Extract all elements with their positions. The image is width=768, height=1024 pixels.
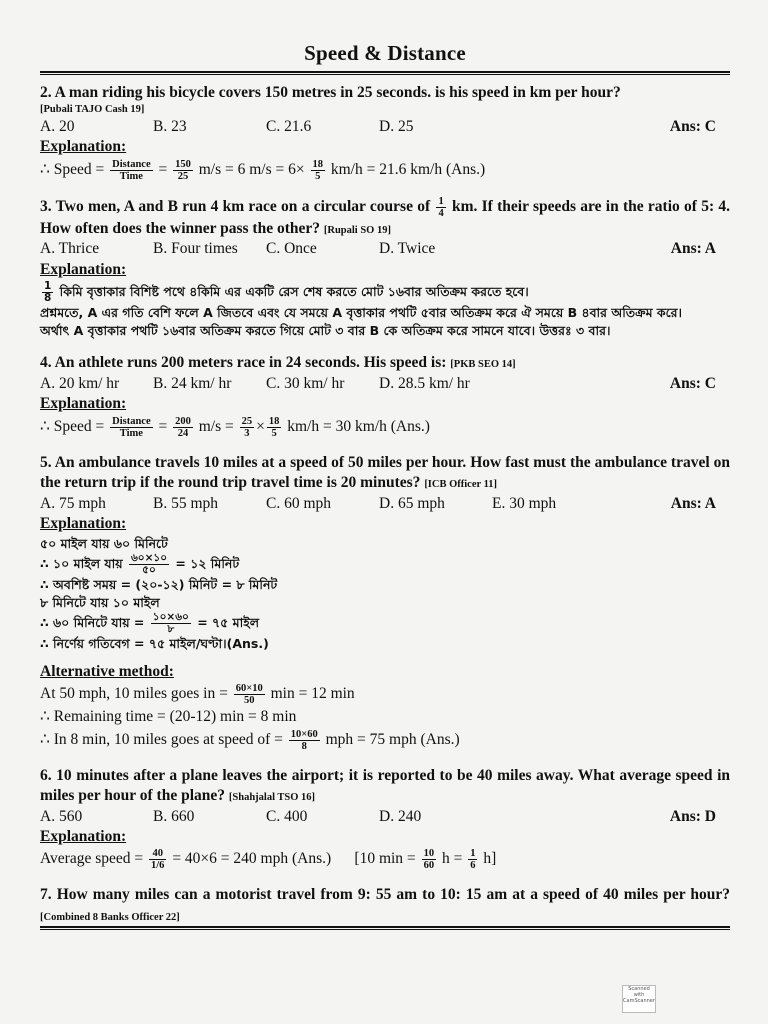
- option-a: A. Thrice: [40, 240, 100, 258]
- explanation-label: Explanation:: [40, 138, 127, 156]
- bangla-line: অর্থাৎ A বৃত্তাকার পথটি ১৬বার অতিক্রম করতে গিয়ে মোট ৩ বার B কে অতিক্রম করে সামনে যাবে। উত্তরঃ ৩ বার।: [40, 322, 611, 338]
- question-text: 2. A man riding his bicycle covers 150 metres in 25 seconds. is his speed in km per hour?: [40, 83, 621, 101]
- page-title: Speed & Distance: [304, 41, 466, 65]
- question-source: [Rupali SO 19]: [323, 225, 391, 236]
- question-text: 6. 10 minutes after a plane leaves the airport; it is reported to be 40 miles away. What average speed in miles per hour of the plane? [Shahjalal TSO 16]: [40, 766, 730, 805]
- question-text: 3. Two men, A and B run 4 km race on a circular course of $\frac{1}{4}$ km. If their speeds are in the ratio of 5: 4. How often does the winner pass the other? [Rupali SO 19]: [40, 195, 731, 237]
- question-source: [Pubali TAJO Cash 19]: [40, 104, 145, 116]
- title-divider: [40, 71, 730, 75]
- options-row: [40, 494, 730, 514]
- fraction: $\frac{18}{5}$: [312, 158, 323, 182]
- question-4: [40, 353, 730, 438]
- option-a: A. 560: [40, 807, 83, 825]
- options-row: [40, 807, 730, 827]
- bangla-line: ∴ নির্ণেয় গতিবেগ = ৭৫ মাইল/ঘণ্টা।(Ans.): [40, 636, 269, 652]
- explanation-label: Explanation:: [40, 515, 127, 533]
- question-source: [PKB SEO 14]: [450, 359, 516, 371]
- option-c: C. 21.6: [266, 118, 312, 136]
- question-source: [Shahjalal TSO 16]: [228, 792, 316, 804]
- fraction: $\frac{1}{6}$: [470, 848, 476, 872]
- explanation-line: ∴ Speed = $\frac{\text{Distance}}{\text{Time}}$ = $\frac{150}{25}$ m/s = 6 m/s = 6× $\frac{18}{5}$ km/h = 21.6 km/h (Ans.): [40, 158, 486, 182]
- fraction: $\frac{10\times 60}{8}$: [290, 728, 318, 752]
- answer: Ans: A: [670, 240, 716, 258]
- options-row: [40, 374, 730, 394]
- options-row: [40, 117, 730, 137]
- scanner-stamp: Scanned with CamScanner: [622, 985, 656, 1013]
- bottom-divider: [40, 926, 730, 930]
- explanation-line: Average speed = $\frac{40}{1/6}$ = 40×6 = 240 mph (Ans.) [10 min = $\frac{10}{60}$ h = $\frac{1}{6}$ h]: [40, 848, 497, 872]
- fraction: $\frac{18}{5}$: [268, 415, 280, 439]
- option-d: D. Twice: [379, 240, 436, 258]
- fraction: $\frac{60\times 10}{50}$: [235, 683, 263, 707]
- option-b: B. 660: [153, 807, 195, 825]
- option-b: B. 55 mph: [153, 494, 219, 512]
- bangla-line: $\frac{1}{8}$ কিমি বৃত্তাকার বিশিষ্ট পথে ৪কিমি এর একটি রেস শেষ করতে মোট ১৬বার অতিক্রম করতে হবে।: [44, 280, 529, 305]
- explanation-label: Explanation:: [40, 395, 127, 413]
- fraction: $\frac{1}{8}$: [44, 280, 52, 305]
- question-text: 4. An athlete runs 200 meters race in 24 seconds. His speed is: [PKB SEO 14]: [40, 354, 516, 372]
- fraction: $\frac{150}{25}$: [175, 158, 191, 182]
- explanation-line: At 50 mph, 10 miles goes in = $\frac{60\times 10}{50}$ min = 12 min: [40, 683, 355, 707]
- alternative-method-label: Alternative method:: [40, 662, 174, 680]
- bangla-line: ∴ ১০ মাইল যায় $\frac{৬০\times ১০}{৫০}$ = ১২ মিনিট: [40, 552, 240, 577]
- option-a: A. 20 km/ hr: [40, 374, 120, 392]
- option-b: B. 23: [153, 118, 187, 136]
- fraction: $\frac{\text{Distance}}{\text{Time}}$: [112, 415, 151, 439]
- option-c: C. 400: [266, 807, 308, 825]
- fraction: $\frac{25}{3}$: [241, 415, 253, 439]
- option-d: D. 28.5 km/ hr: [379, 374, 470, 392]
- question-5: [40, 453, 730, 752]
- bangla-line: ∴ অবশিষ্ট সময় = (২০-১২) মিনিট = ৮ মিনিট: [40, 577, 278, 593]
- answer: Ans: D: [669, 807, 716, 825]
- explanation-line: ∴ Speed = $\frac{\text{Distance}}{\text{Time}}$ = $\frac{200}{24}$ m/s = $\frac{25}{3}$ × $\frac{18}{5}$ km/h = 30 km/h (Ans.): [40, 415, 430, 439]
- option-c: C. Once: [266, 240, 317, 258]
- explanation-label: Explanation:: [40, 827, 127, 845]
- fraction: $\frac{\text{Distance}}{\text{Time}}$: [112, 158, 151, 182]
- bangla-line: ৫০ মাইল যায় ৬০ মিনিটে: [40, 535, 168, 551]
- document-page: [40, 40, 730, 944]
- option-a: A. 75 mph: [40, 494, 106, 512]
- question-source: [ICB Officer 11]: [424, 479, 498, 491]
- option-d: D. 25: [379, 118, 414, 136]
- question-text: 7. How many miles can a motorist travel from 9: 55 am to 10: 15 am at a speed of 40 miles per hour? [Combined 8 Banks Officer 22]: [40, 886, 730, 923]
- fraction: $\frac{10}{60}$: [423, 848, 435, 872]
- explanation-line: ∴ In 8 min, 10 miles goes at speed of = $\frac{10\times 60}{8}$ mph = 75 mph (Ans.): [40, 728, 460, 752]
- question-2: [40, 83, 730, 182]
- option-d: D. 240: [379, 807, 422, 825]
- explanation-label: Explanation:: [40, 260, 127, 278]
- fraction: $\frac{200}{24}$: [175, 415, 191, 439]
- fraction: $\frac{১০\times ৬০}{৮}$: [152, 611, 189, 636]
- option-b: B. Four times: [153, 240, 238, 258]
- option-c: C. 60 mph: [266, 494, 332, 512]
- answer: Ans: C: [669, 118, 716, 136]
- fraction: $\frac{৬০\times ১০}{৫০}$: [130, 552, 168, 577]
- bangla-line: ∴ ৬০ মিনিটে যায় = $\frac{১০\times ৬০}{৮}$ = ৭৫ মাইল: [40, 611, 260, 636]
- answer: Ans: C: [669, 374, 716, 392]
- bangla-line: প্রশ্নমতে, A এর গতি বেশি ফলে A জিতবে এবং যে সময়ে A বৃত্তাকার পথটি ৫বার অতিক্রম করে ঐ সময়ে B ৪বার অতিক্রম করে।: [40, 305, 683, 321]
- fraction: $\frac{40}{1/6}$: [151, 848, 165, 872]
- option-e: E. 30 mph: [492, 494, 557, 512]
- option-a: A. 20: [40, 118, 75, 136]
- explanation-line: ∴ Remaining time = (20-12) min = 8 min: [40, 708, 297, 726]
- answer: Ans: A: [670, 494, 716, 512]
- question-6: [40, 766, 730, 872]
- options-row: [40, 239, 730, 259]
- question-3: [40, 196, 730, 339]
- question-text: 5. An ambulance travels 10 miles at a speed of 50 miles per hour. How fast must the ambulance travel on the return trip if the round trip travel time is 20 minutes? [ICB Officer 11]: [40, 453, 730, 492]
- option-b: B. 24 km/ hr: [153, 374, 232, 392]
- question-7: [40, 885, 730, 930]
- option-d: D. 65 mph: [379, 494, 445, 512]
- bangla-line: ৮ মিনিটে যায় ১০ মাইল: [40, 594, 160, 610]
- option-c: C. 30 km/ hr: [266, 374, 345, 392]
- question-source: [Combined 8 Banks Officer 22]: [40, 911, 180, 923]
- fraction: $\frac{1}{4}$: [438, 195, 444, 219]
